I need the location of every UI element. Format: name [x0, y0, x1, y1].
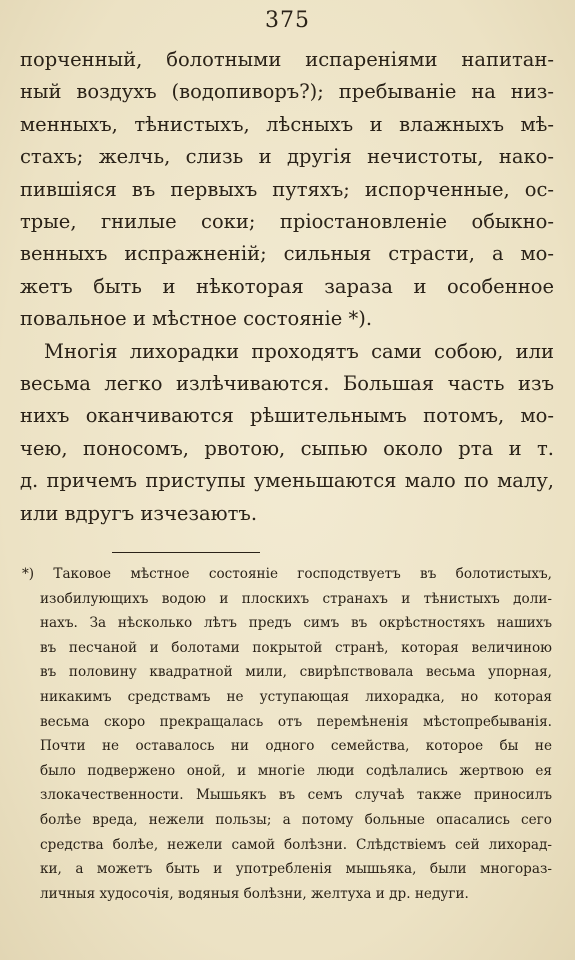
footnote-line: ки, а можетъ быть и употребленія мышьяка, были многораз-: [40, 861, 552, 878]
text-line: жетъ быть и нѣкоторая зараза и особенное: [20, 274, 554, 298]
footnote-line: нахъ. За нѣсколько лѣтъ предъ симъ въ окрѣстностяхъ нашихъ: [40, 615, 552, 632]
page-number: 375: [265, 8, 310, 33]
footnote-line: личныя худосочія, водяныя болѣзни, желтуха и др. недуги.: [40, 885, 469, 902]
main-text: [20, 44, 554, 530]
footnote-line: изобилующихъ водою и плоскихъ странахъ и тѣнистыхъ доли-: [40, 590, 552, 607]
text-line: или вдругъ изчезаютъ.: [20, 501, 258, 525]
footnote-line: злокачественности. Мышьякъ въ семъ случаѣ также приносилъ: [40, 787, 552, 804]
text-line: порченный, болотными испареніями напитан-: [20, 48, 554, 71]
text-line: Многія лихорадки проходятъ сами собою, или: [44, 339, 554, 363]
text-line: чею, поносомъ, рвотою, сыпью около рта и т.: [20, 436, 554, 460]
text-line: менныхъ, тѣнистыхъ, лѣсныхъ и влажныхъ мѣ-: [20, 112, 554, 136]
footnote-line: Почти не оставалось ни одного семейства, которое бы не: [40, 738, 552, 755]
footnote-separator: [112, 552, 260, 553]
footnote-line: въ половину квадратной мили, свирѣпствовала весьма упорная,: [40, 664, 552, 681]
text-line: нихъ оканчиваются рѣшительнымъ потомъ, мо-: [20, 404, 554, 428]
footnote-line: въ песчаной и болотами покрытой странѣ, которая величиною: [40, 639, 552, 656]
text-line: пившіяся въ первыхъ путяхъ; испорченные, ос-: [20, 177, 554, 201]
text-line: весьма легко излѣчиваются. Большая часть изъ: [20, 372, 554, 396]
footnote-line: средства болѣе, нежели самой болѣзни. Слѣдствіемъ сей лихорад-: [40, 836, 552, 853]
footnote-line: болѣе вреда, нежели пользы; а потому больные опасались сего: [40, 811, 552, 828]
footnote-line: никакимъ средствамъ не уступающая лихорадка, но которая: [40, 688, 552, 705]
text-line: ный воздухъ (водопиворъ?); пребываніе на низ-: [20, 80, 554, 104]
text-line: венныхъ испражненій; сильныя страсти, а мо-: [20, 242, 554, 266]
footnote-line: весьма скоро прекращалась отъ перемѣненія мѣстопребыванія.: [40, 713, 552, 730]
text-line: стахъ; желчь, слизь и другія нечистоты, нако-: [20, 145, 554, 169]
footnote: [22, 562, 552, 906]
footnote-line: было подвержено оной, и многіе люди содѣлались жертвою ея: [40, 762, 552, 779]
text-line: трые, гнилые соки; пріостановленіе обыкно-: [20, 210, 554, 234]
text-line: повальное и мѣстное состояніе *).: [20, 307, 373, 331]
text-line: д. причемъ приступы уменьшаются мало по малу,: [20, 469, 554, 493]
footnote-line: *) Таковое мѣстное состояніе господствуетъ въ болотистыхъ,: [22, 566, 552, 582]
